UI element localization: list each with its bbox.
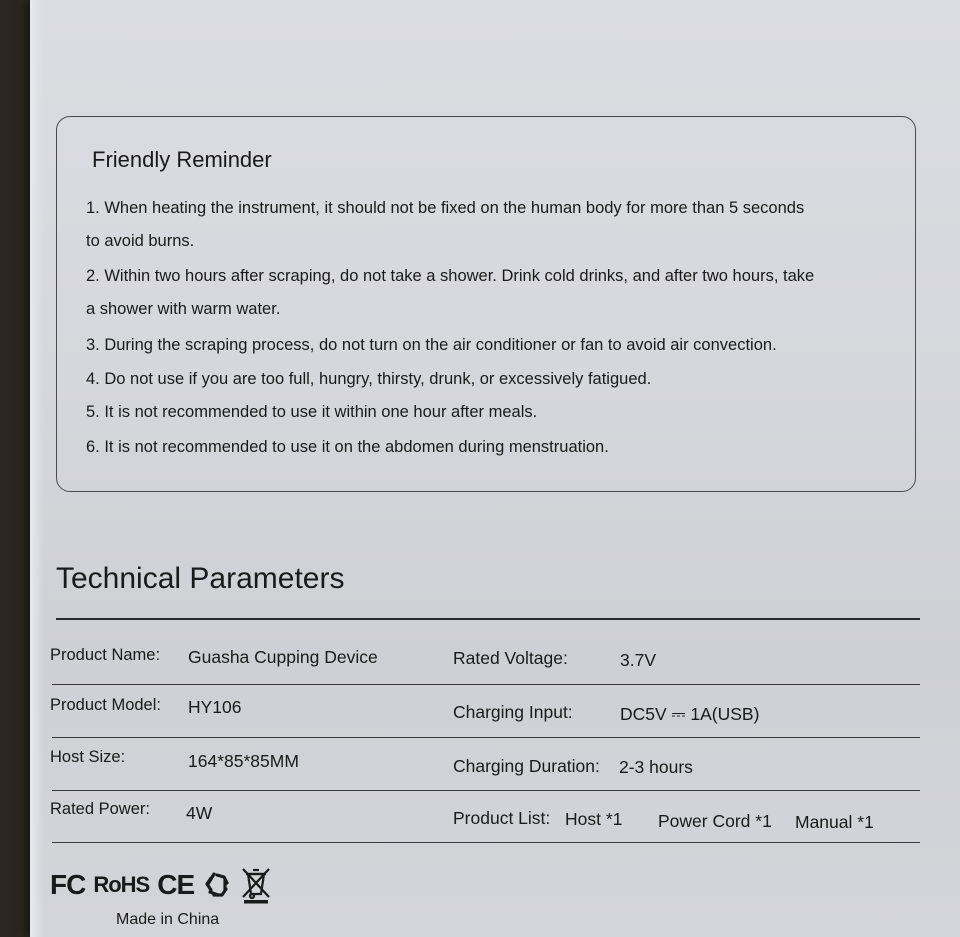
param-value: 2-3 hours: [619, 757, 693, 777]
weee-bin-icon: [240, 866, 272, 904]
param-value: Power Cord *1: [658, 811, 772, 831]
param-value: 4W: [186, 803, 213, 823]
param-label: Host Size:: [50, 748, 126, 766]
param-value: Guasha Cupping Device: [188, 647, 378, 667]
param-value: Host *1: [565, 809, 623, 829]
param-value: HY106: [188, 697, 242, 717]
row-divider: [52, 842, 920, 843]
param-label: Product List:: [453, 808, 551, 828]
fcc-mark: FC: [50, 869, 86, 900]
reminder-line: to avoid burns.: [86, 232, 195, 250]
recycle-icon: [202, 870, 232, 900]
param-label: Rated Voltage:: [453, 648, 568, 668]
reminder-line: 6. It is not recommended to use it on the abdomen during menstruation.: [86, 438, 609, 456]
param-value: Manual *1: [795, 812, 874, 832]
reminder-line: 4. Do not use if you are too full, hungry, thirsty, drunk, or excessively fatigued.: [86, 370, 652, 388]
reminder-line: 3. During the scraping process, do not turn on the air conditioner or fan to avoid air convection.: [86, 336, 777, 354]
certification-marks: [50, 866, 272, 904]
row-divider: [52, 737, 920, 738]
rohs-mark: RoHS: [93, 872, 150, 897]
reminder-line: 5. It is not recommended to use it within one hour after meals.: [86, 403, 538, 421]
param-value: 3.7V: [620, 650, 656, 670]
param-label: Charging Duration:: [453, 756, 600, 776]
row-divider: [52, 684, 920, 685]
reminder-line: 1. When heating the instrument, it should not be fixed on the human body for more than 5 seconds: [86, 199, 805, 217]
row-divider: [52, 790, 920, 791]
package-panel: [30, 0, 960, 937]
reminder-line: a shower with warm water.: [86, 300, 281, 318]
ce-mark: CE: [157, 869, 195, 900]
param-value: DC5V ⎓ 1A(USB): [620, 704, 760, 724]
param-label: Product Model:: [50, 696, 161, 714]
param-value: 164*85*85MM: [188, 751, 299, 771]
param-label: Product Name:: [50, 646, 161, 664]
made-in-label: Made in China: [116, 911, 220, 928]
reminder-line: 2. Within two hours after scraping, do not take a shower. Drink cold drinks, and after two hours, take: [86, 267, 815, 285]
title-divider: [56, 618, 920, 620]
reminder-title: Friendly Reminder: [92, 147, 272, 172]
param-label: Rated Power:: [50, 800, 150, 818]
technical-title: Technical Parameters: [56, 562, 345, 595]
param-label: Charging Input:: [453, 702, 573, 722]
